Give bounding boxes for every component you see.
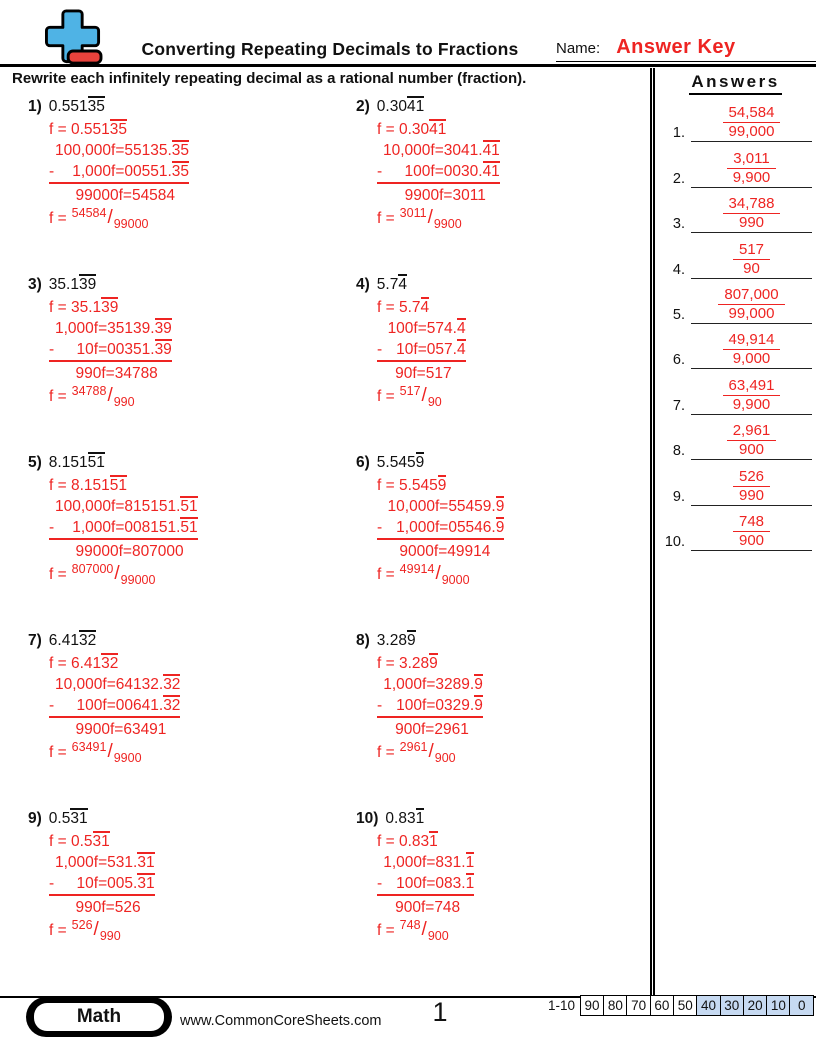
subtract-expression: 10f=005.31 [76,875,155,892]
fraction-numerator: 54584 [71,206,107,220]
problem-number: 7) [28,632,42,649]
name-row [556,36,814,59]
problem-number: 4) [356,276,370,293]
work-f-line: f = 0.3041 [377,121,447,138]
problem [328,452,650,630]
answer-blank-line [691,330,812,369]
work-f-line: f = 5.74 [377,299,430,316]
problem-statement [28,808,328,830]
problem-number: 10) [356,810,379,827]
repeating-overline: 35 [109,121,128,138]
repeating-overline: 9 [415,454,425,471]
work-result-line: 990f=34788 [75,365,158,382]
minus-sign: - [49,697,55,714]
problem-statement [356,274,650,296]
answer-slot [659,415,812,460]
header-divider [0,64,816,67]
answer-number: 4. [672,261,685,278]
subtract-expression: 100f=0329.9 [396,697,483,714]
work-f-line: f = 5.5459 [377,477,447,494]
answer-slot [659,188,812,233]
problem-decimal: 0.3041 [376,98,425,115]
fraction-numerator: 526 [71,918,93,932]
work-multiply-line: 100,000f=55135.35 [55,142,190,159]
answer-fraction-denominator: 99,000 [728,304,775,322]
answer-blank-line [691,512,812,551]
work-f-line: f = 3.289 [377,655,438,672]
score-cell: 50 [673,995,698,1016]
minus-sign: - [49,341,55,358]
answer-slot [659,233,812,278]
score-cell: 60 [650,995,675,1016]
fraction-slash: / [107,741,113,762]
minus-sign: - [377,341,383,358]
repeating-overline: 4 [398,276,407,293]
work-multiply-line: 10,000f=3041.41 [383,142,500,159]
work-fraction-line: f = 517/90 [377,385,466,408]
work-fraction-line: f = 34788/990 [49,385,172,408]
problem-work [49,297,172,408]
answer-slot [659,506,812,551]
work-multiply-line: 10,000f=64132.32 [55,676,181,693]
repeating-overline: 32 [163,697,181,714]
work-multiply-line: 1,000f=531.31 [55,854,155,871]
answer-fraction-numerator: 2,961 [727,421,777,441]
problem-number: 3) [28,276,42,293]
score-range-label: 1-10 [548,998,576,1013]
problem [0,630,328,808]
repeating-overline: 31 [137,854,155,871]
answer-blank-line [691,376,812,415]
answer-fraction-numerator: 3,011 [727,149,775,169]
problem-decimal: 0.531 [48,810,88,827]
problem-statement [356,96,650,118]
work-multiply-line: 10,000f=55459.9 [387,498,505,515]
fraction-numerator: 63491 [71,740,107,754]
repeating-overline: 9 [406,632,416,649]
work-f-line: f = 6.4132 [49,655,119,672]
subject-badge-label: Math [34,1003,164,1031]
problem-statement [28,96,328,118]
minus-sign: - [377,163,383,180]
answer-blank-line [691,103,812,142]
repeating-overline: 1 [465,875,475,892]
work-f-line: f = 0.55135 [49,121,128,138]
fraction-denominator: 90 [427,395,442,409]
work-result-line: 9900f=63491 [75,721,167,738]
subtract-expression: 10f=057.4 [396,341,466,358]
score-cell: 40 [696,995,721,1016]
fraction-numerator: 2961 [399,740,428,754]
answer-blank-line [691,240,812,279]
subtract-expression: 100f=083.1 [396,875,475,892]
repeating-overline: 35 [171,142,190,159]
answer-blank-line [691,467,812,506]
problem-work [49,475,198,586]
problem-decimal: 8.15151 [48,454,105,471]
problem-decimal: 3.289 [376,632,416,649]
answer-fraction-denominator: 90 [743,259,760,277]
problem-decimal: 35.139 [48,276,97,293]
answer-key-label: Answer Key [616,36,736,58]
problem [0,808,328,986]
answer-fraction-numerator: 526 [733,467,770,487]
answer-number: 9. [672,488,685,505]
fraction-denominator: 99000 [120,573,156,587]
score-cell: 70 [626,995,651,1016]
repeating-overline: 9 [474,697,483,714]
answer-number: 1. [672,125,685,142]
fraction-numerator: 748 [399,918,421,932]
work-result-line: 9000f=49914 [399,543,491,560]
work-fraction-line: f = 54584/99000 [49,207,189,230]
repeating-overline: 9 [495,498,505,515]
answer-fraction-numerator: 54,584 [723,103,781,123]
fraction-numerator: 3011 [399,206,427,220]
minus-sign: - [377,697,383,714]
fraction-denominator: 9900 [113,751,142,765]
fraction-slash: / [107,207,113,228]
repeating-overline: 41 [482,142,500,159]
minus-sign: - [49,875,55,892]
problem [0,452,328,630]
website-url: www.CommonCoreSheets.com [180,1013,382,1029]
repeating-overline: 1 [415,810,425,827]
work-subtract-line [49,339,172,362]
fraction-slash: / [114,563,120,584]
answer-slot [659,369,812,414]
fraction-denominator: 9000 [441,573,470,587]
answers-list [659,97,812,551]
answer-fraction-denominator: 9,000 [732,350,771,368]
answer-fraction-numerator: 63,491 [723,376,781,396]
repeating-overline: 41 [429,121,447,138]
subtract-expression: 100f=00641.32 [76,697,181,714]
work-f-line: f = 0.831 [377,833,438,850]
problem-work [377,297,466,408]
repeating-overline: 9 [474,676,483,693]
answer-fraction-numerator: 517 [733,240,770,260]
work-subtract-line [377,873,474,896]
answer-number: 8. [672,443,685,460]
fraction-numerator: 517 [399,384,421,398]
work-subtract-line [377,695,483,718]
repeating-overline: 1 [429,833,438,850]
fraction-denominator: 900 [427,929,449,943]
work-result-line: 9900f=3011 [404,187,486,204]
answer-fraction-denominator: 990 [738,214,765,232]
fraction-numerator: 49914 [399,562,435,576]
problem-work [49,831,155,942]
name-blank-line [556,61,816,62]
repeating-overline: 4 [456,341,466,358]
subtract-expression: 1,000f=008151.51 [72,519,198,536]
answer-slot [659,324,812,369]
repeating-overline: 4 [456,320,466,337]
repeating-overline: 35 [171,163,190,180]
answer-fraction-numerator: 34,788 [723,194,781,214]
problem [0,96,328,274]
problem-work [377,831,474,942]
repeating-overline: 35 [87,98,105,115]
fraction-slash: / [421,385,427,406]
fraction-slash: / [435,563,441,584]
subtract-expression: 1,000f=00551.35 [72,163,190,180]
work-subtract-line [49,695,180,718]
work-fraction-line: f = 526/990 [49,919,155,942]
problem-decimal: 0.831 [385,810,425,827]
work-f-line: f = 35.139 [49,299,119,316]
fraction-denominator: 900 [434,751,456,765]
minus-sign: - [377,519,383,536]
problem-number: 9) [28,810,42,827]
subject-badge [26,997,172,1037]
problem [0,274,328,452]
answer-number: 10. [664,533,685,550]
instruction-text: Rewrite each infinitely repeating decimal as a rational number (fraction). [12,70,527,87]
answer-number: 5. [672,306,685,323]
problem-decimal: 0.55135 [48,98,105,115]
score-cell: 90 [580,995,605,1016]
fraction-numerator: 807000 [71,562,114,576]
page-title: Converting Repeating Decimals to Fractions [141,39,519,59]
problem-decimal: 5.74 [376,276,407,293]
answer-slot [659,142,812,187]
answer-blank-line [691,421,812,460]
work-fraction-line: f = 49914/9000 [377,563,504,586]
answer-fraction-denominator: 9,900 [732,395,771,413]
problem [328,808,650,986]
work-result-line: 900f=748 [395,899,461,916]
work-fraction-line: f = 63491/9900 [49,741,180,764]
problem-number: 6) [356,454,370,471]
fraction-slash: / [428,741,434,762]
work-subtract-line [49,517,198,540]
work-multiply-line: 1,000f=831.1 [383,854,475,871]
answers-title: Answers [689,72,781,95]
problem-number: 5) [28,454,42,471]
answer-fraction-denominator: 900 [738,441,765,459]
answer-blank-line [691,194,812,233]
answer-slot [659,460,812,505]
fraction-denominator: 990 [113,395,135,409]
repeating-overline: 39 [154,320,172,337]
repeating-overline: 32 [163,676,181,693]
work-subtract-line [49,873,155,896]
repeating-overline: 31 [70,810,88,827]
score-cell: 80 [603,995,628,1016]
repeating-overline: 51 [180,498,198,515]
repeating-overline: 51 [87,454,105,471]
name-label: Name: [556,40,601,57]
answer-fraction-denominator: 990 [738,486,765,504]
fraction-denominator: 9900 [433,217,462,231]
repeating-overline: 1 [465,854,475,871]
answer-fraction-numerator: 807,000 [718,285,784,305]
minus-sign: - [49,163,55,180]
page-number: 1 [432,997,448,1027]
work-multiply-line: 1,000f=35139.39 [55,320,172,337]
subtract-expression: 10f=00351.39 [76,341,172,358]
repeating-overline: 41 [406,98,425,115]
work-result-line: 99000f=807000 [75,543,184,560]
repeating-overline: 9 [495,519,505,536]
work-fraction-line: f = 3011/9900 [377,207,500,230]
problem-decimal: 5.5459 [376,454,425,471]
score-cells [581,995,814,1016]
work-result-line: 900f=2961 [395,721,469,738]
problem-statement [28,452,328,474]
fraction-slash: / [107,385,113,406]
minus-sign: - [377,875,383,892]
problem-number: 1) [28,98,42,115]
problems-grid [0,88,650,986]
work-f-line: f = 8.15151 [49,477,128,494]
answer-slot [659,279,812,324]
answer-number: 3. [672,216,685,233]
fraction-slash: / [421,919,427,940]
work-result-line: 99000f=54584 [75,187,176,204]
problem-work [49,119,189,230]
problem [328,96,650,274]
work-fraction-line: f = 2961/900 [377,741,483,764]
answer-number: 2. [672,170,685,187]
problem-statement [356,808,650,830]
work-subtract-line [377,517,504,540]
score-cell: 10 [766,995,791,1016]
problem-statement [28,630,328,652]
repeating-overline: 39 [154,341,172,358]
fraction-denominator: 990 [99,929,121,943]
answer-number: 6. [672,352,685,369]
problem-statement [356,452,650,474]
repeating-overline: 31 [137,875,155,892]
problem-work [377,119,500,230]
problem [328,274,650,452]
answers-panel [650,68,816,997]
work-multiply-line: 100f=574.4 [387,320,466,337]
score-cell: 30 [720,995,745,1016]
problem-statement [28,274,328,296]
problem [328,630,650,808]
answer-slot [659,97,812,142]
answer-blank-line [691,285,812,324]
answer-number: 7. [672,397,685,414]
answer-fraction-numerator: 49,914 [723,330,781,350]
work-subtract-line [49,161,189,184]
work-result-line: 990f=526 [75,899,141,916]
problem-number: 8) [356,632,370,649]
work-result-line: 90f=517 [395,365,452,382]
work-fraction-line: f = 748/900 [377,919,474,942]
problem-decimal: 6.4132 [48,632,97,649]
subtract-expression: 100f=0030.41 [404,163,500,180]
fraction-denominator: 99000 [113,217,149,231]
work-subtract-line [377,339,466,362]
repeating-overline: 31 [92,833,110,850]
problem-work [49,653,180,764]
repeating-overline: 9 [437,477,447,494]
problem-work [377,653,483,764]
work-multiply-line: 1,000f=3289.9 [383,676,483,693]
score-strip [548,995,814,1016]
answer-fraction-numerator: 748 [733,512,770,532]
work-f-line: f = 0.531 [49,833,110,850]
problem-statement [356,630,650,652]
work-multiply-line: 100,000f=815151.51 [55,498,198,515]
problem-work [377,475,504,586]
repeating-overline: 9 [429,655,438,672]
repeating-overline: 4 [420,299,430,316]
fraction-slash: / [427,207,433,228]
fraction-numerator: 34788 [71,384,107,398]
work-fraction-line: f = 807000/99000 [49,563,198,586]
repeating-overline: 39 [78,276,97,293]
answer-blank-line [691,149,812,188]
fraction-slash: / [93,919,99,940]
score-cell: 0 [789,995,814,1016]
repeating-overline: 39 [101,299,119,316]
minus-sign: - [49,519,55,536]
problem-number: 2) [356,98,370,115]
answer-fraction-denominator: 99,000 [728,123,775,141]
repeating-overline: 41 [482,163,500,180]
answer-fraction-denominator: 900 [738,531,765,549]
repeating-overline: 51 [180,519,198,536]
repeating-overline: 51 [109,477,128,494]
score-cell: 20 [743,995,768,1016]
answer-fraction-denominator: 9,900 [732,168,771,186]
work-subtract-line [377,161,500,184]
subtract-expression: 1,000f=05546.9 [396,519,505,536]
repeating-overline: 32 [101,655,119,672]
repeating-overline: 32 [78,632,97,649]
